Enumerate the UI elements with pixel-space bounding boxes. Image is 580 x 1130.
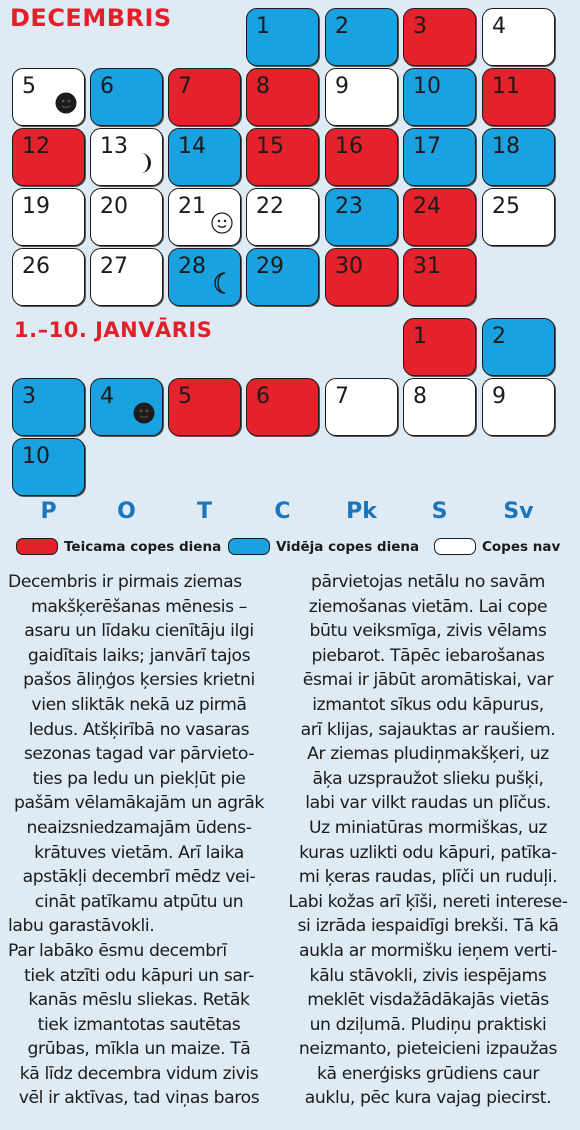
- weekday-label: P: [40, 499, 57, 524]
- january-day-3: [12, 378, 85, 436]
- december-day-15: [246, 128, 319, 186]
- article-line: āķa uzspraužot slieku pušķi,: [312, 768, 544, 789]
- december-day-12: [12, 128, 85, 186]
- day-number: 21: [178, 194, 206, 219]
- day-number: 5: [22, 74, 36, 99]
- article-left-column: [8, 570, 270, 1111]
- weekday-label: Pk: [346, 499, 377, 524]
- day-number: 23: [335, 194, 363, 219]
- article-line: labi var vilkt raudas un plīčus.: [305, 793, 551, 814]
- december-day-25: [482, 188, 555, 246]
- day-number: 2: [492, 324, 506, 349]
- december-day-27: [90, 248, 163, 306]
- weekday-label: T: [196, 499, 212, 524]
- article-line: asaru un līdaku cienītāju ilgi: [24, 621, 254, 642]
- day-number: 14: [178, 134, 206, 159]
- article-line: meklēt visdažādākajās vietās: [307, 990, 549, 1011]
- december-day-11: [482, 68, 555, 126]
- article-line: cināt patīkamu atpūtu un: [34, 891, 244, 912]
- legend-swatch-good: [16, 538, 58, 555]
- december-title: DECEMBRIS: [10, 4, 172, 32]
- december-day-24: [403, 188, 476, 246]
- december-day-28: [168, 248, 241, 306]
- article-line: auklu, pēc kura vajag piecirst.: [304, 1088, 552, 1109]
- day-number: 16: [335, 134, 363, 159]
- december-day-2: [325, 8, 398, 66]
- article-line: aukla ar mormišku ieņem verti-: [298, 940, 558, 961]
- december-day-3: [403, 8, 476, 66]
- article-line: sezonas tagad var pārvieto-: [23, 744, 255, 765]
- article-line: neaizsniedzamajām ūdens-: [26, 817, 252, 838]
- day-number: 24: [413, 194, 441, 219]
- weekday-label: O: [117, 499, 136, 524]
- article-line: un dziļumā. Pludiņu praktiski: [309, 1014, 547, 1035]
- article-line: labu garastāvokli.: [8, 916, 155, 937]
- day-number: 4: [492, 14, 506, 39]
- day-number: 22: [256, 194, 284, 219]
- december-day-9: [325, 68, 398, 126]
- article-line: grūbas, mīkla un maize. Tā: [27, 1039, 251, 1060]
- article-line: apstākļi decembrī mēdz vei-: [22, 867, 256, 888]
- article-line: Par labāko ēsmu decembrī: [8, 940, 227, 961]
- article-line: ēsmai ir jābūt aromātiskai, var: [302, 670, 554, 691]
- weekday-label: Sv: [503, 499, 534, 524]
- day-number: 13: [100, 134, 128, 159]
- article-line: krātuves vietām. Arī laika: [34, 842, 244, 863]
- article-line: si izrāda iespaidīgi brekši. Tā kā: [297, 916, 559, 937]
- article-line: kuras uzlikti odu kāpuri, patīka-: [299, 842, 557, 863]
- december-day-18: [482, 128, 555, 186]
- january-day-6: [246, 378, 319, 436]
- day-number: 5: [178, 384, 192, 409]
- december-day-13: [90, 128, 163, 186]
- day-number: 1: [256, 14, 270, 39]
- article-line: Labi kožas arī ķīši, nereti interese-: [288, 891, 568, 912]
- december-day-7: [168, 68, 241, 126]
- day-number: 3: [22, 384, 36, 409]
- december-day-8: [246, 68, 319, 126]
- article-right-column: [282, 570, 574, 1111]
- january-day-9: [482, 378, 555, 436]
- december-day-16: [325, 128, 398, 186]
- new-moon-icon: [132, 401, 156, 429]
- article-line: pašos āliņģos ķersies krietni: [23, 670, 255, 691]
- day-number: 9: [335, 74, 349, 99]
- day-number: 4: [100, 384, 114, 409]
- day-number: 30: [335, 254, 363, 279]
- weekday-label: S: [431, 499, 448, 524]
- article-line: ziemošanas vietām. Lai cope: [308, 596, 548, 617]
- december-day-30: [325, 248, 398, 306]
- article-line: ledus. Atšķirībā no vasaras: [28, 719, 250, 740]
- article-line: gaidītais laiks; janvārī tajos: [27, 645, 251, 666]
- legend-swatch-average: [228, 538, 270, 555]
- december-day-22: [246, 188, 319, 246]
- december-day-21: [168, 188, 241, 246]
- article-line: ties pa ledu un piekļūt pie: [32, 768, 246, 789]
- december-day-17: [403, 128, 476, 186]
- december-day-29: [246, 248, 319, 306]
- article-line: tiek atzīti odu kāpuri un sar-: [24, 965, 254, 986]
- article-line: neizmanto, pieteicieni izpaužas: [298, 1039, 558, 1060]
- january-day-4: [90, 378, 163, 436]
- article-line: vien sliktāk nekā uz pirmā: [31, 694, 247, 715]
- legend-label-average: Vidēja copes diena: [276, 539, 420, 555]
- december-day-1: [246, 8, 319, 66]
- article-line: Uz miniatūras mormiškas, uz: [308, 817, 548, 838]
- day-number: 15: [256, 134, 284, 159]
- day-number: 20: [100, 194, 128, 219]
- january-day-2: [482, 318, 555, 376]
- first-quarter-icon: [132, 151, 156, 179]
- day-number: 8: [256, 74, 270, 99]
- january-day-5: [168, 378, 241, 436]
- article-line: mi ķeras raudas, plīči un ruduļi.: [298, 867, 558, 888]
- day-number: 18: [492, 134, 520, 159]
- january-day-1: [403, 318, 476, 376]
- day-number: 7: [178, 74, 192, 99]
- article-line: vēl ir aktīvas, tad viņas baros: [18, 1088, 260, 1109]
- december-day-10: [403, 68, 476, 126]
- article-line: būtu veiksmīga, zivis vēlams: [309, 621, 547, 642]
- full-moon-icon: [210, 211, 234, 239]
- january-day-10: [12, 438, 85, 496]
- day-number: 8: [413, 384, 427, 409]
- day-number: 11: [492, 74, 520, 99]
- legend-label-none: Copes nav: [482, 539, 561, 555]
- day-number: 12: [22, 134, 50, 159]
- december-day-6: [90, 68, 163, 126]
- december-day-31: [403, 248, 476, 306]
- day-number: 10: [22, 444, 50, 469]
- article-line: izmantot sīkus odu kāpurus,: [312, 694, 544, 715]
- day-number: 26: [22, 254, 50, 279]
- article-line: tiek izmantotas sautētas: [37, 1014, 241, 1035]
- last-quarter-icon: [210, 271, 234, 299]
- article-line: arī klijas, sajauktas ar raušiem.: [300, 719, 556, 740]
- weekday-label: C: [274, 499, 291, 524]
- article-line: makšķerēšanas mēnesis –: [30, 596, 247, 617]
- day-number: 31: [413, 254, 441, 279]
- day-number: 29: [256, 254, 284, 279]
- december-day-14: [168, 128, 241, 186]
- december-day-20: [90, 188, 163, 246]
- day-number: 17: [413, 134, 441, 159]
- december-day-23: [325, 188, 398, 246]
- day-number: 1: [413, 324, 427, 349]
- january-day-8: [403, 378, 476, 436]
- day-number: 25: [492, 194, 520, 219]
- article-line: kā līdz decembra vidum zivis: [19, 1063, 259, 1084]
- day-number: 27: [100, 254, 128, 279]
- december-day-5: [12, 68, 85, 126]
- january-title: 1.–10. JANVĀRIS: [14, 318, 213, 342]
- legend-swatch-none: [434, 538, 476, 555]
- article-line: pašām vēlamākajām un agrāk: [13, 793, 264, 814]
- december-day-26: [12, 248, 85, 306]
- article-line: piebarot. Tāpēc iebarošanas: [311, 645, 545, 666]
- article-line: Ar ziemas pludiņmakšķeri, uz: [307, 744, 549, 765]
- day-number: 28: [178, 254, 206, 279]
- new-moon-icon: [54, 91, 78, 119]
- article-line: kālu stāvokli, zivis iespējams: [309, 965, 547, 986]
- december-day-19: [12, 188, 85, 246]
- article-line: kā enerģisks grūdiens caur: [316, 1063, 540, 1084]
- december-day-4: [482, 8, 555, 66]
- day-number: 2: [335, 14, 349, 39]
- legend-label-good: Teicama copes diena: [64, 539, 222, 555]
- day-number: 7: [335, 384, 349, 409]
- january-day-7: [325, 378, 398, 436]
- day-number: 10: [413, 74, 441, 99]
- article-line: Decembris ir pirmais ziemas: [8, 572, 242, 592]
- day-number: 9: [492, 384, 506, 409]
- article-line: kanās mēslu sliekas. Retāk: [28, 990, 250, 1011]
- day-number: 3: [413, 14, 427, 39]
- article-line: pārvietojas netālu no savām: [311, 572, 545, 592]
- day-number: 19: [22, 194, 50, 219]
- day-number: 6: [256, 384, 270, 409]
- day-number: 6: [100, 74, 114, 99]
